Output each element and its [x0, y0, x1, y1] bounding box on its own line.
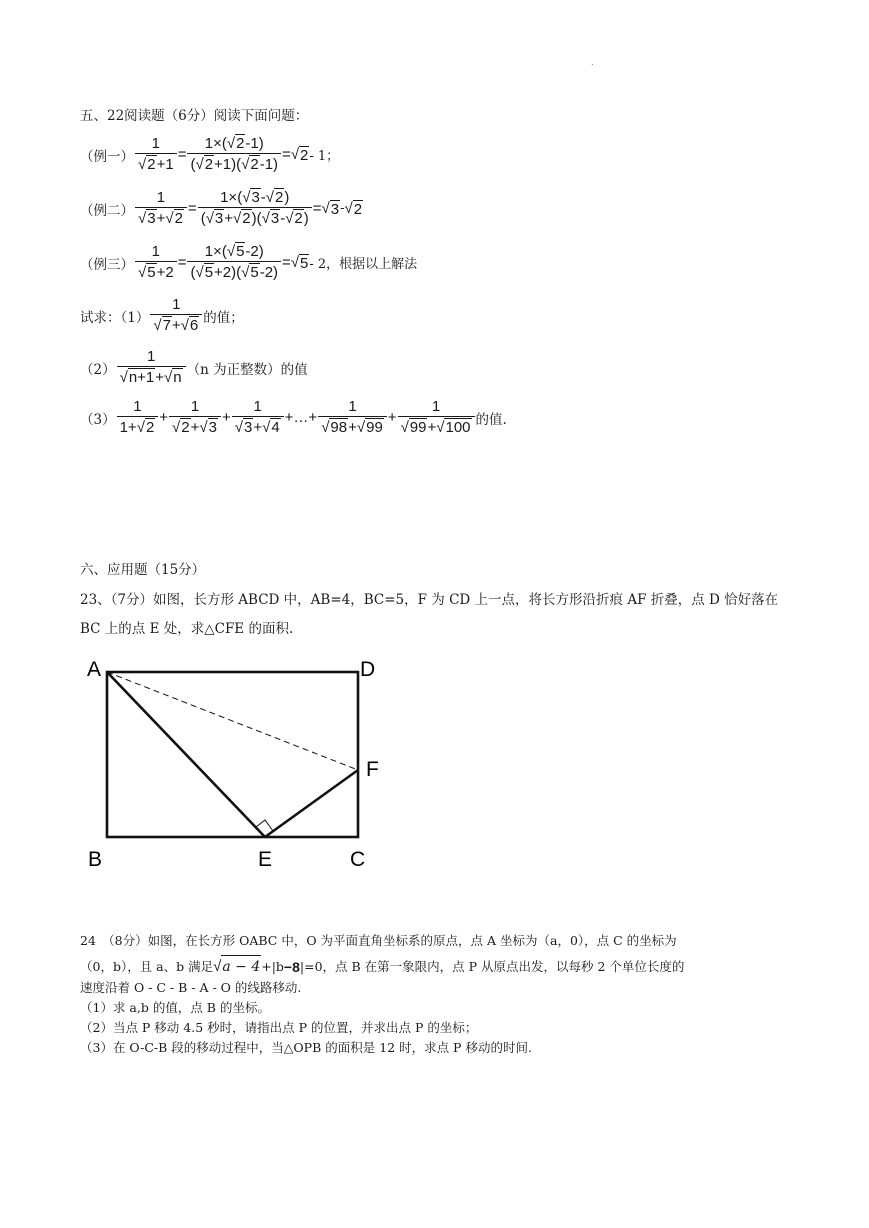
segment-ef	[265, 770, 358, 837]
label-b: B	[88, 848, 103, 871]
rectangle-fold-figure	[80, 650, 400, 879]
q24-item-3: （3）在 O-C-B 段的移动过程中，当△OPB 的面积是 12 时，求点 P 移动的时间.	[80, 1040, 532, 1055]
ex2-label: （例二）	[80, 202, 134, 219]
q24-line-2: （0，b），且 a、b 满足 √ a − 4 +|b −8 |=0，点 B 在第一象限内，点 P 从原点出发，以每秒 2 个单位长度的	[80, 955, 684, 978]
ex3-fraction-2: $\frac{1\times(√5-2)}{(√5+2)(√5-2)}$	[187, 243, 281, 282]
q24-line-1: 24 （8分）如图，在长方形 OABC 中，O 为平面直角坐标系的原点，点 A 坐标为（a，0），点 C 的坐标为	[80, 933, 677, 948]
q24-line-3: 速度沿着 O - C - B - A - O 的线路移动.	[80, 980, 302, 995]
header-dot: .	[591, 58, 594, 67]
example-1: （例一） $\frac{1}{√2+1}$ = $\frac{1\times(√2-1)}{(√2+1)(√2-1)}$ = √ 2 - 1；	[80, 135, 340, 173]
example-3: （例三） $\frac{1}{√5+2}$ = $\frac{1\times(√5-2)}{(√5+2)(√5-2)}$ = √ 5 - 2，根据以上解法	[80, 243, 418, 281]
section5-title: 五、22阅读题（6分）阅读下面问题：	[80, 108, 309, 124]
q2-fraction: $\frac{1}{√n+1+√n}$	[117, 348, 186, 387]
ex1-fraction-2: $\frac{1\times(√2-1)}{(√2+1)(√2-1)}$	[187, 135, 281, 174]
ex1-fraction-1: $\frac{1}{√2+1}$	[135, 135, 177, 174]
q3-term-2: $\frac{1}{√2+√3}$	[169, 398, 221, 437]
q24-item-2: （2）当点 P 移动 4.5 秒时，请指出点 P 的位置，并求出点 P 的坐标；	[80, 1020, 478, 1035]
rectangle-abcd	[107, 672, 358, 837]
ex2-fraction-2: $\frac{1\times(√3-√2)}{(√3+√2)(√3-√2)}$	[198, 189, 312, 228]
q3-term-5: $\frac{1}{√99+√100}$	[398, 398, 475, 437]
question-1: 试求：（1） $\frac{1}{√7+√6}$ 的值；	[80, 296, 244, 334]
label-f: F	[366, 758, 379, 781]
label-c: C	[350, 848, 366, 871]
q3-term-4: $\frac{1}{√98+√99}$	[318, 398, 387, 437]
label-e: E	[258, 848, 273, 871]
q23-line-1: 23、（7分）如图，长方形 ABCD 中，AB=4，BC=5，F 为 CD 上一点，将长方形沿折痕 AF 折叠，点 D 恰好落在	[80, 592, 779, 608]
q1-fraction: $\frac{1}{√7+√6}$	[150, 296, 202, 335]
fold-line-af	[107, 672, 358, 770]
ex1-label: （例一）	[80, 148, 134, 165]
question-3: （3） $\frac{1}{1+√2}$ + $\frac{1}{√2+√3}$ + $\frac{1}{√3+√4}$ +…+ $\frac{1}{√98+√99}$ + $\frac{1}{√99+√100}$ 的值.	[80, 398, 507, 436]
example-2: （例二） $\frac{1}{√3+√2}$ = $\frac{1\times(√3-√2)}{(√3+√2)(√3-√2)}$ = √ 3 - √ 2	[80, 189, 363, 227]
q3-term-1: $\frac{1}{1+√2}$	[117, 398, 159, 437]
segment-ae	[107, 672, 265, 837]
label-a: A	[87, 658, 102, 681]
question-2: （2） $\frac{1}{√n+1+√n}$ （n 为正整数）的值	[80, 348, 308, 386]
q23-line-2: BC 上的点 E 处，求△CFE 的面积.	[80, 621, 294, 637]
ex3-label: （例三）	[80, 256, 134, 273]
geometry-diagram	[80, 650, 400, 875]
q24-item-1: （1）求 a,b 的值，点 B 的坐标。	[80, 1000, 270, 1015]
ex3-fraction-1: $\frac{1}{√5+2}$	[135, 243, 177, 282]
label-d: D	[360, 658, 376, 681]
ex2-fraction-1: $\frac{1}{√3+√2}$	[135, 189, 187, 228]
section6-title: 六、应用题（15分）	[80, 562, 206, 578]
q3-term-3: $\frac{1}{√3+√4}$	[232, 398, 284, 437]
